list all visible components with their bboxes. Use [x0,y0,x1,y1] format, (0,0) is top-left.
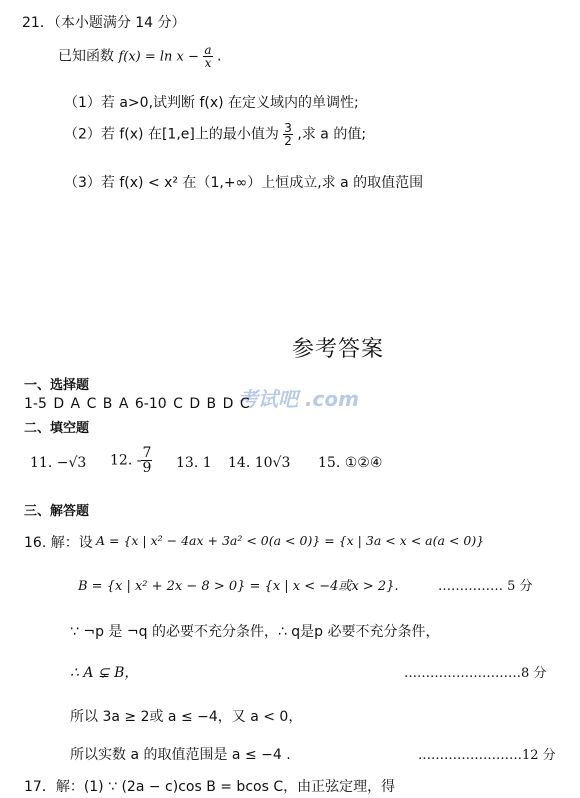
watermark-logo: 考试吧 .com [238,387,359,411]
answer-title: 参考答案 [292,337,385,362]
fill-answer-11: 11. −√3 [30,455,87,471]
fill-answer-12-denominator: 9 [142,460,152,476]
solution-16-set-a: A = {x | x² − 4ax + 3a² < 0(a < 0)} = {x | 3a < x < a(a < 0)} [96,533,485,548]
solution-16-label: 16. 解：设 [24,535,93,551]
stem-fraction-denominator: x [204,56,212,70]
stem-fraction [203,44,212,69]
question-2-fraction [283,122,293,147]
fill-answer-12-numerator: 7 [142,445,152,461]
fill-answer-12-fraction [141,446,152,475]
section-fill-heading: 二、填空题 [24,421,90,436]
fill-answer-15: 15. ①②④ [318,455,383,471]
fill-answer-14: 14. 10√3 [228,455,291,471]
stem-prefix: 已知函数 [58,48,114,65]
fill-answer-12-prefix: 12. - [110,452,142,469]
solution-16-condition: ∵ ¬p 是 ¬q 的必要不充分条件，∴ q是p 必要不充分条件， [70,624,440,640]
question-2-fraction-numerator: 3 [284,121,292,135]
solution-16-range-step: 所以 3a ≥ 2或 a ≤ −4，又 a < 0， [70,709,303,725]
solution-17-start: 17．解：(1) ∵ (2a − c)cos B = bcos C，由正弦定理，得 [24,779,396,795]
problem-header: 21．（本小题满分 14 分） [22,15,186,31]
question-2-prefix: （2）若 f(x) 在[1,e]上的最小值为 [64,126,279,143]
stem-end: . [216,48,222,65]
stem-fraction-numerator: a [204,43,212,57]
question-3: （3）若 f(x) < x² 在（1,+∞）上恒成立,求 a 的取值范围 [64,175,424,191]
solution-16-score-12: ……………………12 分 [418,748,556,763]
question-2 [64,122,366,147]
fill-answer-12 [110,446,152,475]
solution-16-score-5: …………… 5 分 [438,579,533,594]
section-choice-heading: 一、选择题 [24,378,90,393]
choice-answers: 1-5 D A C B A 6-10 C D B D C [24,396,250,412]
stem-formula: f(x) = ln x − [118,49,199,65]
solution-16-subset: ∴ A ⊊ B， [70,665,139,681]
question-2-suffix: ,求 a 的值; [297,126,367,143]
solution-16-conclusion: 所以实数 a 的取值范围是 a ≤ −4 . [70,747,291,763]
problem-stem [58,44,221,69]
solution-16-score-8: ………………………8 分 [404,666,547,681]
solution-16-set-b: B = {x | x² + 2x − 8 > 0} = {x | x < −4或x > 2}. [78,579,399,594]
section-solution-heading: 三、解答题 [24,504,90,519]
fill-answer-13: 13. 1 [176,455,212,471]
question-2-fraction-denominator: 2 [284,134,292,148]
question-1: （1）若 a>0,试判断 f(x) 在定义域内的单调性; [64,95,359,111]
